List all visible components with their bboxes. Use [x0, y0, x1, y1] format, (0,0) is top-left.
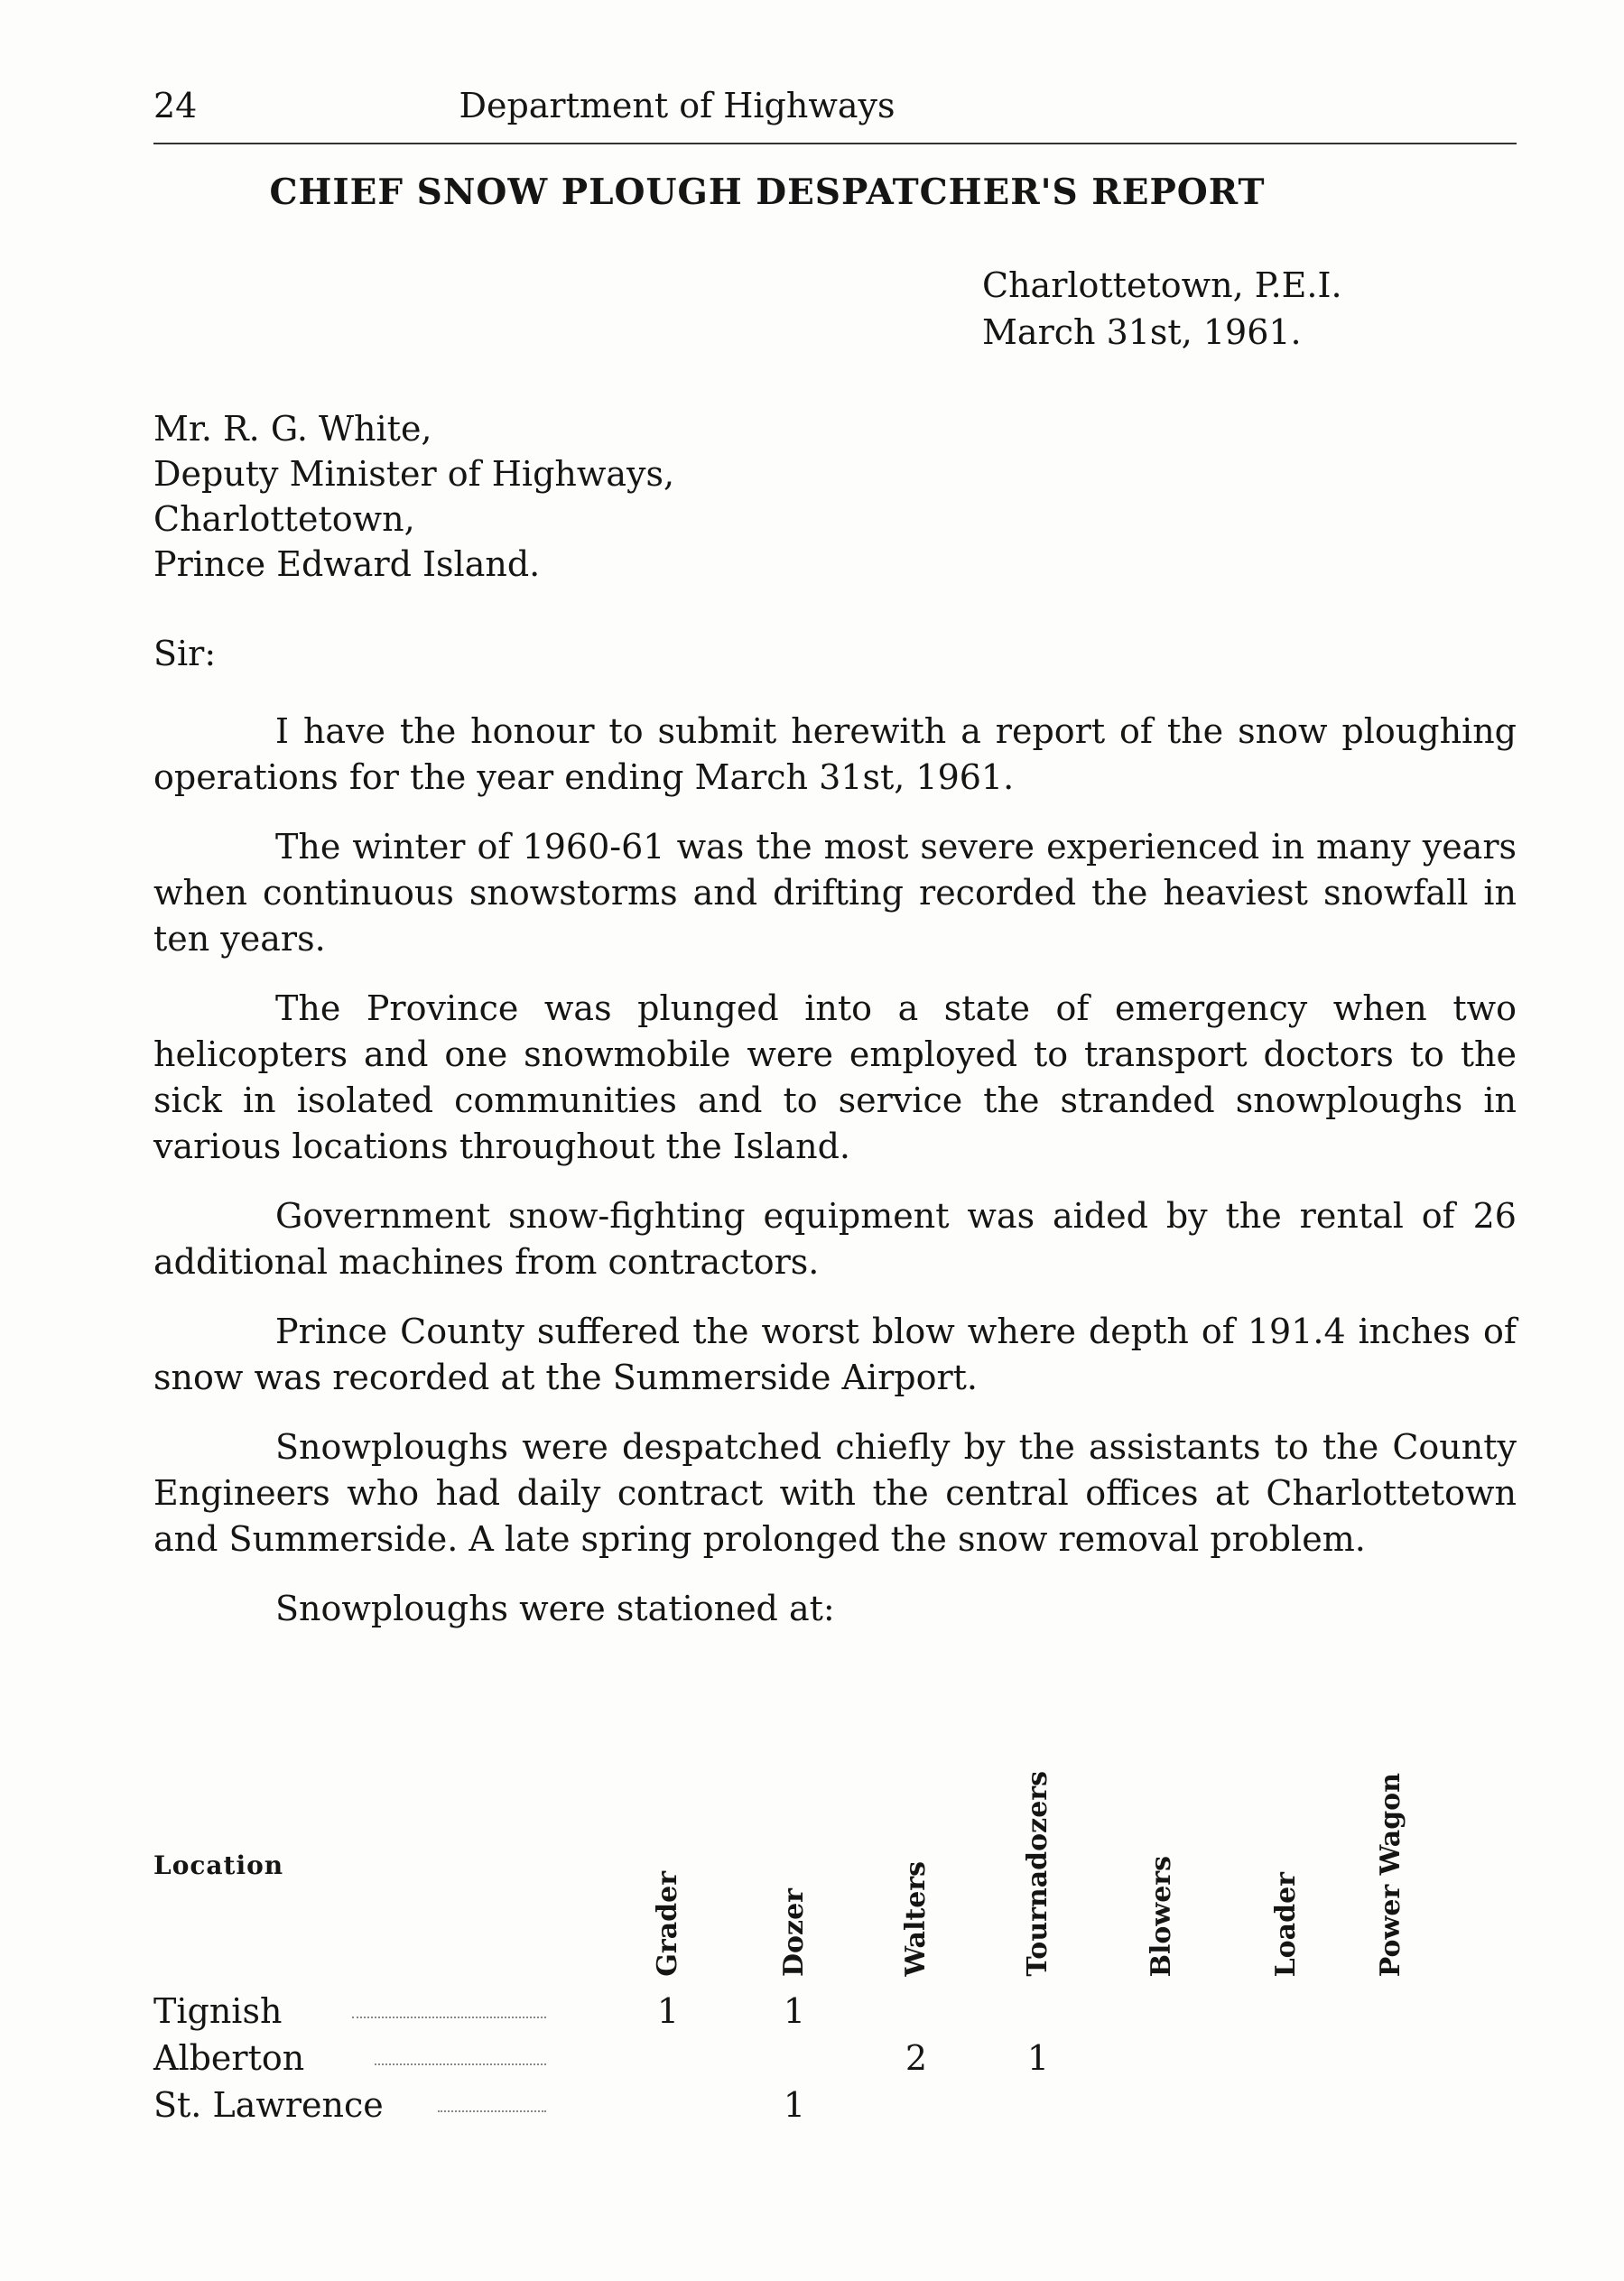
paragraph: Government snow-fighting equipment was aided by the rental of 26 additional machines from contractors. — [153, 1196, 1517, 1282]
report-body — [153, 709, 1517, 1655]
row-location: St. Lawrence — [153, 2085, 384, 2125]
table-row — [153, 2038, 1517, 2083]
report-title: CHIEF SNOW PLOUGH DESPATCHER'S REPORT — [269, 172, 1266, 213]
dateline-place: Charlottetown, P.E.I. — [982, 265, 1342, 305]
cell-tournadozers: 1 — [1026, 2038, 1050, 2078]
addressee-province: Prince Edward Island. — [153, 544, 541, 584]
paragraph: Snowploughs were despatched chiefly by the assistants to the County Engineers who had daily contract with the central offices at Charlottetown and Summerside. A late spring prolonged the snow removal problem. — [153, 1427, 1517, 1559]
header-rule — [153, 143, 1517, 144]
addressee-city: Charlottetown, — [153, 499, 415, 539]
location-column-header: Location — [153, 1850, 284, 1880]
row-location: Alberton — [153, 2038, 305, 2078]
column-header-dozer: Dozer — [778, 1888, 810, 1977]
running-head — [153, 86, 1517, 140]
table-row — [153, 1991, 1517, 2036]
dateline — [982, 262, 1342, 356]
salutation: Sir: — [153, 634, 217, 673]
addressee-title: Deputy Minister of Highways, — [153, 454, 675, 494]
running-title: Department of Highways — [459, 86, 896, 125]
table-row — [153, 2085, 1517, 2130]
paragraph: I have the honour to submit herewith a report of the snow ploughing operations for the year ending March 31st, 1961. — [153, 711, 1517, 797]
cell-dozer: 1 — [783, 2085, 806, 2125]
paragraph: Snowploughs were stationed at: — [275, 1589, 835, 1628]
addressee-name: Mr. R. G. White, — [153, 409, 432, 449]
column-header-loader: Loader — [1270, 1871, 1302, 1977]
dot-leader — [375, 2063, 546, 2065]
column-header-walters: Walters — [900, 1861, 932, 1977]
page-number: 24 — [153, 86, 198, 125]
column-header-power-wagon: Power Wagon — [1375, 1772, 1406, 1977]
column-header-tournadozers: Tournadozers — [1022, 1771, 1053, 1977]
cell-dozer: 1 — [783, 1991, 806, 2031]
dateline-date: March 31st, 1961. — [982, 312, 1302, 352]
cell-grader: 1 — [656, 1991, 680, 2031]
dot-leader — [438, 2110, 546, 2112]
addressee-block — [153, 406, 674, 587]
paragraph: Prince County suffered the worst blow where depth of 191.4 inches of snow was recorded at the Summerside Airport. — [153, 1312, 1517, 1397]
cell-walters: 2 — [905, 2038, 928, 2078]
column-header-blowers: Blowers — [1146, 1855, 1177, 1977]
equipment-table — [153, 1751, 1517, 2166]
row-location: Tignish — [153, 1991, 283, 2031]
dot-leader — [352, 2017, 546, 2018]
column-header-grader: Grader — [652, 1871, 683, 1977]
paragraph: The Province was plunged into a state of emergency when two helicopters and one snowmobile were employed to transport doctors to the sick in isolated communities and to service the stranded snowploughs in various locations throughout the Island. — [153, 988, 1517, 1166]
paragraph: The winter of 1960-61 was the most severe experienced in many years when continuous snowstorms and drifting recorded the heaviest snowfall in ten years. — [153, 827, 1517, 959]
